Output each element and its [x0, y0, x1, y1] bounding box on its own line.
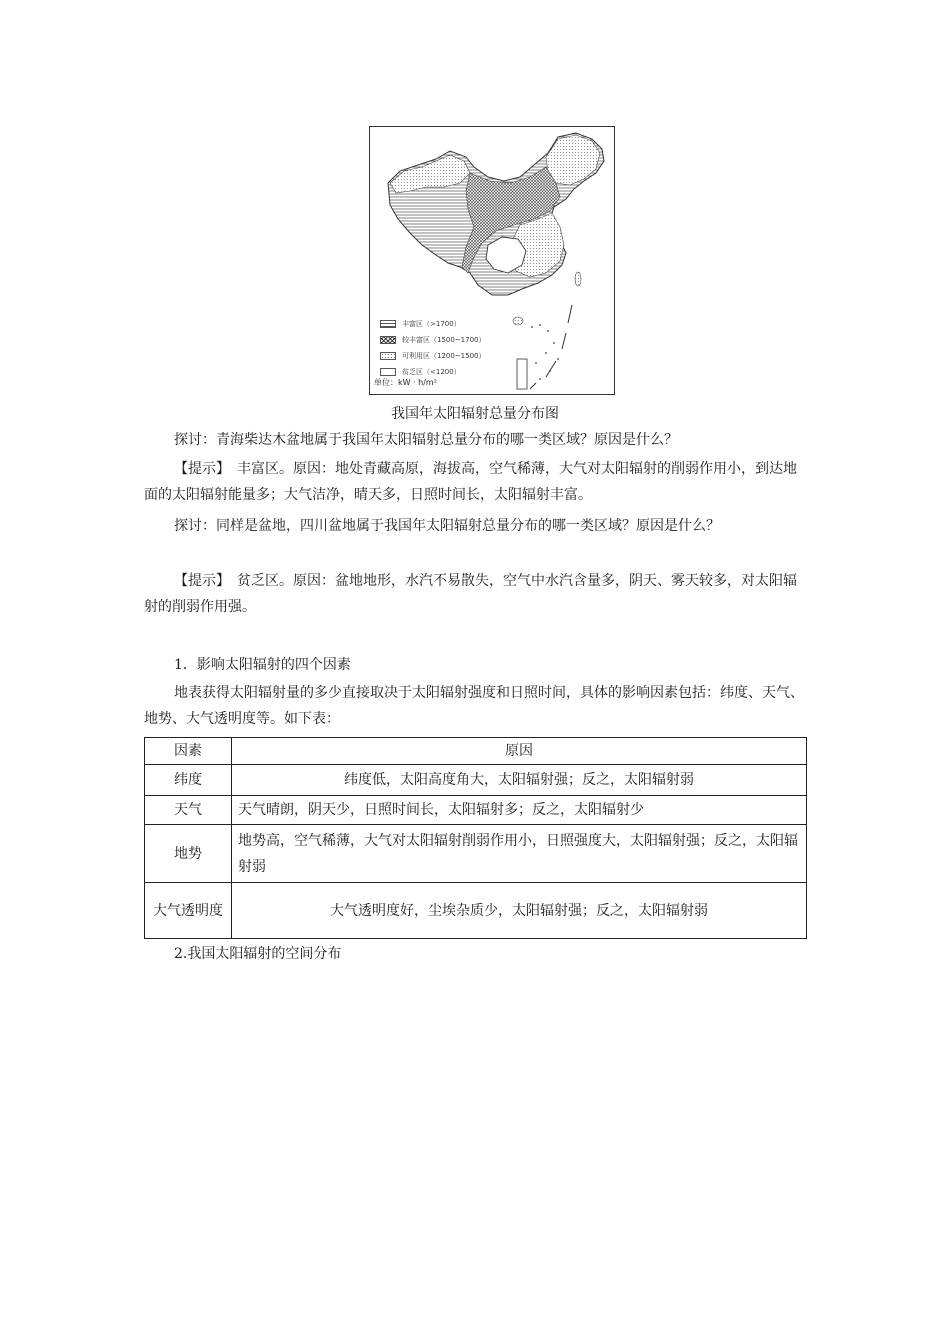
table-row	[145, 883, 807, 939]
table-cell-reason: 纬度低，太阳高度角大，太阳辐射强；反之，太阳辐射弱	[232, 765, 807, 796]
legend-item-rich2	[378, 333, 578, 348]
table-row	[145, 765, 807, 796]
question-1: 探讨：青海柴达木盆地属于我国年太阳辐射总量分布的哪一类区域？原因是什么？	[174, 432, 678, 448]
figure-caption: 我国年太阳辐射总量分布图	[391, 406, 559, 422]
table-cell-factor: 大气透明度	[145, 883, 232, 939]
table-cell-reason: 大气透明度好，尘埃杂质少，太阳辐射强；反之，太阳辐射弱	[232, 883, 807, 939]
solar-radiation-map	[369, 126, 615, 395]
legend-item-rich	[378, 317, 578, 332]
legend-label: 丰富区（>1700）	[402, 320, 461, 328]
legend-label: 可利用区（1200~1500）	[402, 352, 486, 360]
legend-label: 贫乏区（<1200）	[402, 368, 461, 376]
legend-unit: 单位：kW · h/m²	[374, 378, 437, 387]
table-header-row	[145, 738, 807, 765]
table-cell-factor: 纬度	[145, 765, 232, 796]
table-cell-factor: 地势	[145, 825, 232, 883]
table-header-cell: 原因	[232, 738, 807, 765]
section-2-heading: 2.我国太阳辐射的空间分布	[174, 946, 342, 962]
legend-item-usable	[378, 349, 578, 364]
factors-table	[144, 737, 807, 939]
table-cell-reason: 天气晴朗，阴天少，日照时间长，太阳辐射多；反之，太阳辐射少	[232, 796, 807, 825]
hint-2: 【提示】 贫乏区。原因：盆地地形，水汽不易散失，空气中水汽含量多，阴天、雾天较多，对太阳辐射的削弱作用强。	[144, 573, 797, 615]
legend-swatch	[380, 336, 396, 344]
legend-swatch	[380, 320, 396, 328]
question-2: 探讨：同样是盆地，四川盆地属于我国年太阳辐射总量分布的哪一类区域？原因是什么？	[174, 518, 720, 534]
legend-label: 较丰富区（1500~1700）	[402, 336, 486, 344]
table-cell-reason: 地势高，空气稀薄，大气对太阳辐射削弱作用小，日照强度大，太阳辐射强；反之，太阳辐射弱	[232, 825, 807, 883]
table-header-cell: 因素	[145, 738, 232, 765]
hint-1: 【提示】 丰富区。原因：地处青藏高原，海拔高，空气稀薄，大气对太阳辐射的削弱作用小，到达地面的太阳辐射能量多；大气洁净，晴天多，日照时间长，太阳辐射丰富。	[144, 461, 797, 503]
table-cell-factor: 天气	[145, 796, 232, 825]
table-row	[145, 796, 807, 825]
section-1-heading: 1．影响太阳辐射的四个因素	[174, 657, 351, 673]
map-legend	[378, 317, 578, 381]
legend-swatch	[380, 368, 396, 376]
section-1-intro: 地表获得太阳辐射量的多少直接取决于太阳辐射强度和日照时间，具体的影响因素包括：纬度、天气、地势、大气透明度等。如下表：	[144, 685, 804, 727]
table-row	[145, 825, 807, 883]
legend-swatch	[380, 352, 396, 360]
